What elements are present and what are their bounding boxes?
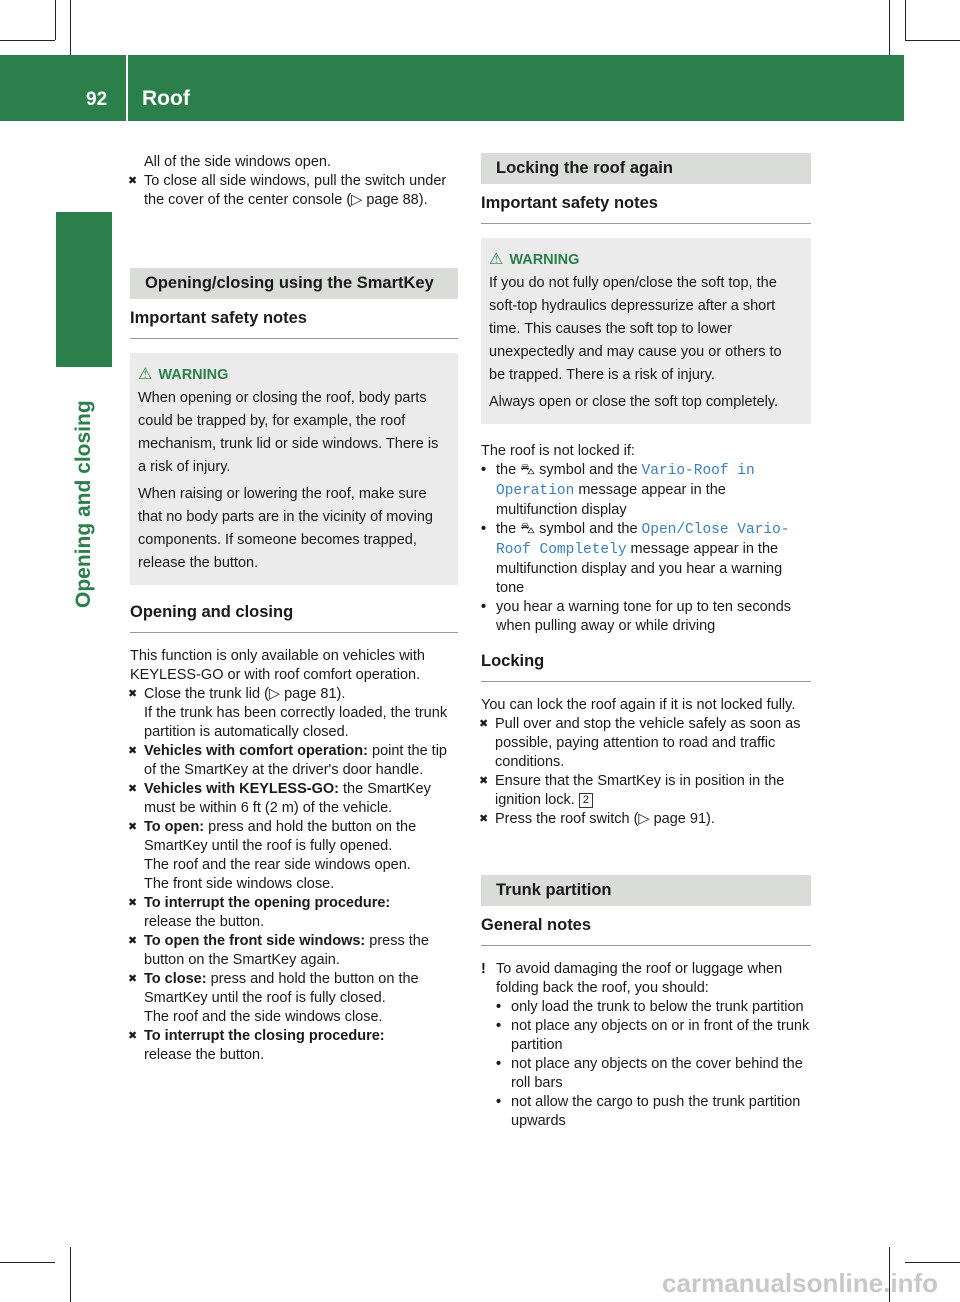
bullet-item: • the ⛍ symbol and the Open/Close Vario-Roof Completely message appear in the multifunction display and you hear a warning tone xyxy=(481,521,790,596)
section-heading: Locking the roof again xyxy=(481,153,811,184)
step: ✖ To open: press and hold the button on the SmartKey until the roof is fully opened. The roof and the rear side windows open. The front side windows close. xyxy=(130,818,458,894)
subsection-heading: General notes xyxy=(481,916,811,946)
section-heading: Trunk partition xyxy=(481,875,811,906)
subsection-heading: Important safety notes xyxy=(481,194,811,224)
step: ✖ Vehicles with KEYLESS-GO: the SmartKey must be within 6 ft (2 m) of the vehicle. xyxy=(130,780,458,818)
step: ✖ Press the roof switch (▷ page 91). xyxy=(481,810,811,829)
paragraph: The roof is not locked if: xyxy=(481,443,635,459)
warning-box xyxy=(130,353,458,585)
left-column xyxy=(130,153,458,1065)
bullet-item: • you hear a warning tone for up to ten seconds when pulling away or while driving xyxy=(481,599,792,634)
warning-label: WARNING xyxy=(509,252,580,268)
step: ✖ Pull over and stop the vehicle safely as soon as possible, paying attention to road and traffic conditions. xyxy=(481,715,811,772)
warning-label: WARNING xyxy=(158,367,229,383)
paragraph: You can lock the roof again if it is not locked fully. xyxy=(481,697,796,713)
step: ✖ Close the trunk lid (▷ page 81). If the trunk has been correctly loaded, the trunk partition is automatically closed. xyxy=(130,685,458,742)
crop-mark xyxy=(905,40,960,41)
subsection-heading: Locking xyxy=(481,652,811,682)
bullet-item: • not place any objects on or in front of the trunk partition xyxy=(496,1018,810,1053)
step: ✖ To interrupt the closing procedure: release the button. xyxy=(130,1027,458,1065)
warning-text: If you do not fully open/close the soft top, the soft-top hydraulics depressurize after a short time. This causes the soft top to lower unexpectedly and may cause you or others to be trapped. There is a risk of injury. xyxy=(489,275,782,383)
step: ✖ To close: press and hold the button on the SmartKey until the roof is fully closed. The roof and the side windows close. xyxy=(130,970,458,1027)
bullet-item: • the ⛍ symbol and the Vario-Roof in Operation message appear in the multifunction display xyxy=(481,462,755,518)
warning-icon: ⚠ xyxy=(138,366,153,383)
warning-box xyxy=(481,238,811,424)
warning-text: Always open or close the soft top completely. xyxy=(489,394,779,410)
subsection-heading: Important safety notes xyxy=(130,309,458,339)
crop-mark xyxy=(0,1262,55,1263)
warning-text: When opening or closing the roof, body parts could be trapped by, for example, the roof mechanism, trunk lid or side windows. There is a risk of injury. xyxy=(138,390,439,475)
crop-mark xyxy=(70,0,71,55)
position-marker: 2 xyxy=(579,793,593,808)
crop-mark xyxy=(905,1262,960,1263)
crop-mark xyxy=(889,0,890,55)
step: ✖ Vehicles with comfort operation: point the tip of the SmartKey at the driver's door handle. xyxy=(130,742,458,780)
page-header xyxy=(0,55,904,121)
right-column xyxy=(481,153,811,1131)
roof-symbol-icon: ⛍ xyxy=(520,462,536,478)
bullet-item: • not place any objects on the cover behind the roll bars xyxy=(496,1056,803,1091)
crop-mark xyxy=(0,40,55,41)
section-heading: Opening/closing using the SmartKey xyxy=(130,268,458,299)
step: ✖ To open the front side windows: press the button on the SmartKey again. xyxy=(130,932,458,970)
crop-mark xyxy=(55,0,56,40)
note: ! To avoid damaging the roof or luggage when folding back the roof, you should: xyxy=(481,961,783,996)
warning-text: When raising or lowering the roof, make sure that no body parts are in the vicinity of moving components. If someone becomes trapped, release the button. xyxy=(138,486,433,571)
exclamation-icon: ! xyxy=(481,961,486,977)
bullet-item: • not allow the cargo to push the trunk partition upwards xyxy=(496,1094,801,1129)
page-title: Roof xyxy=(142,87,190,110)
paragraph: This function is only available on vehicles with KEYLESS-GO or with roof comfort operation. xyxy=(130,648,425,683)
crop-mark xyxy=(70,1247,71,1302)
bullet-item: • only load the trunk to below the trunk partition xyxy=(496,999,804,1015)
crop-mark xyxy=(905,0,906,40)
watermark: carmanualsonline.info xyxy=(662,1268,938,1298)
header-separator xyxy=(126,55,128,121)
step: ✖ To interrupt the opening procedure: release the button. xyxy=(130,894,458,932)
page-number: 92 xyxy=(86,89,108,110)
chapter-tab xyxy=(56,212,112,367)
intro-line: All of the side windows open. xyxy=(144,154,331,170)
roof-symbol-icon: ⛍ xyxy=(520,521,536,537)
step: ✖ To close all side windows, pull the switch under the cover of the center console (▷ page 88). xyxy=(130,172,458,210)
step: ✖ Ensure that the SmartKey is in position in the ignition lock. 2 xyxy=(481,772,811,810)
warning-icon: ⚠ xyxy=(489,251,504,268)
chapter-label: Opening and closing xyxy=(72,400,95,608)
subsection-heading: Opening and closing xyxy=(130,603,458,633)
